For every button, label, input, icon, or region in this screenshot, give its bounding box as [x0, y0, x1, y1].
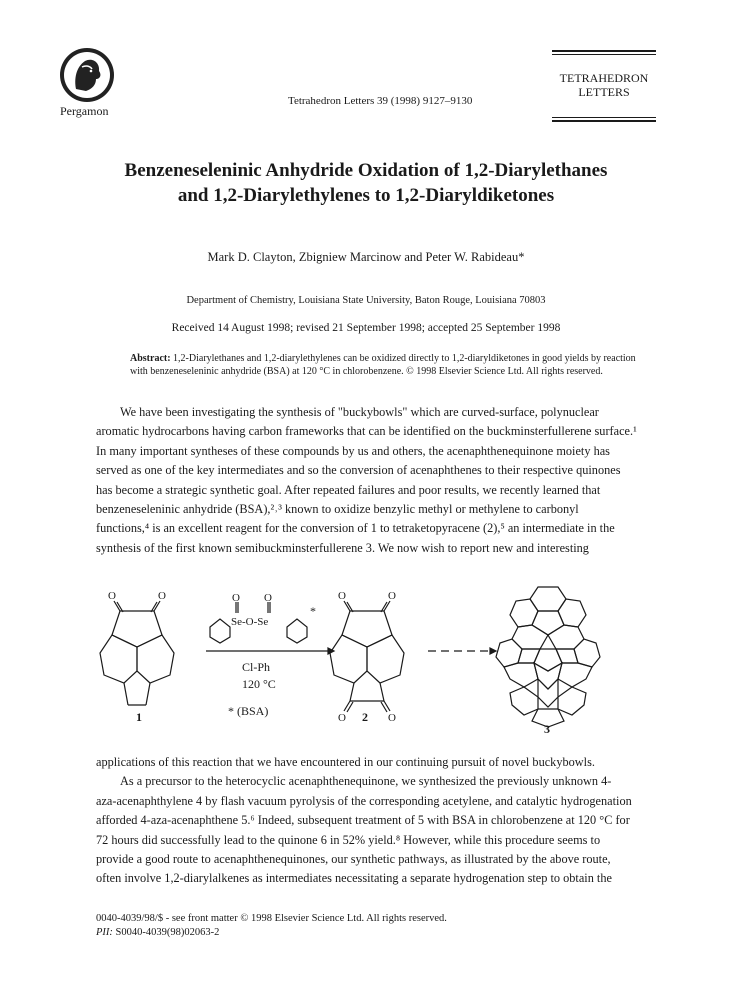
reaction-scheme [92, 575, 652, 735]
journal-masthead [552, 48, 656, 124]
text-line: aromatic hydrocarbons having carbon frameworks that can be identified on the buckminsterfullerene surface.¹ [96, 424, 637, 439]
conditions-solvent: Cl-Ph [242, 660, 271, 674]
reagent-star: * [310, 604, 316, 618]
masthead-rule [552, 117, 656, 118]
text-line: In many important syntheses of these compounds by us and others, the acenaphthenequinone moiety has [96, 443, 610, 458]
conditions-temperature: 120 °C [242, 677, 276, 691]
abstract-label: Abstract: [130, 353, 171, 364]
received-dates: Received 14 August 1998; revised 21 September 1998; accepted 25 September 1998 [171, 322, 561, 334]
compound-1-structure [100, 601, 174, 705]
oxygen-label: O [338, 590, 346, 602]
text-line: 72 hours did successfully lead to the quinone 6 in 52% yield.⁸ However, while this procedure seems to [96, 832, 601, 847]
pii-label: PII: [96, 927, 113, 938]
copyright-line: 0040-4039/98/$ - see front matter © 1998 Elsevier Science Ltd. All rights reserved. [96, 913, 447, 924]
oxygen-label: O [388, 712, 396, 724]
body-paragraph-2 [96, 753, 644, 889]
journal-name: TETRAHEDRON LETTERS [559, 71, 649, 99]
pii-value: S0040-4039(98)02063-2 [115, 927, 220, 938]
body-paragraph-1 [96, 403, 644, 558]
pii-line [96, 926, 447, 940]
oxygen-label: O [338, 712, 346, 724]
abstract-text: 1,2-Diarylethanes and 1,2-diarylethylenes can be oxidized directly to 1,2-diaryldiketones in good yields by reaction with benzeneseleninic anhydride (BSA) at 120 °C in chlorobenzene. © 1998 Elsevier Science Ltd. All rights reserved. [130, 353, 636, 377]
compound-3-label: 3 [544, 722, 550, 735]
text-line: functions,⁴ is an excellent reagent for the conversion of 1 to tetraketopyracene (2),⁵ an intermediate in the [96, 521, 615, 536]
oxygen-label: O [232, 592, 240, 604]
journal-citation: Tetrahedron Letters 39 (1998) 9127–9130 [288, 95, 473, 107]
authors: Mark D. Clayton, Zbigniew Marcinow and Peter W. Rabideau* [207, 250, 525, 264]
masthead-rule [552, 50, 656, 52]
reagent-atoms: Se-O-Se [231, 616, 269, 628]
abstract [130, 352, 640, 378]
oxygen-label: O [388, 590, 396, 602]
text-line: synthesis of the first known semibuckminsterfullerene 3. We now wish to report new and interesting [96, 540, 589, 555]
affiliation: Department of Chemistry, Louisiana State University, Baton Rouge, Louisiana 70803 [186, 295, 546, 306]
masthead-rule [552, 54, 656, 55]
compound-1-label: 1 [136, 710, 142, 724]
compound-2-label: 2 [362, 710, 368, 724]
text-line: We have been investigating the synthesis of "buckybowls" which are curved-surface, polynuclear [120, 405, 599, 419]
article-title: Benzeneseleninic Anhydride Oxidation of 1,2-Diarylethanes and 1,2-Diarylethylenes to 1,2-Diaryldiketones [124, 160, 608, 206]
compound-2-structure [330, 601, 404, 712]
footer [96, 912, 447, 940]
text-line: provide a good route to acenaphthenequinones, our synthetic pathways, as illustrated by the above route, [96, 852, 611, 867]
oxygen-label: O [158, 590, 166, 602]
text-line: afforded 4-aza-acenaphthene 5.⁶ Indeed, subsequent treatment of 5 with BSA in chlorobenzene at 120 °C for [96, 813, 630, 828]
compound-3-structure [496, 587, 600, 727]
publisher-name: Pergamon [60, 104, 109, 118]
oxygen-label: O [264, 592, 272, 604]
text-line: aza-acenaphthylene 4 by flash vacuum pyrolysis of the corresponding acetylene, and catalytic hydrogenation [96, 793, 632, 808]
text-line: applications of this reaction that we have encountered in our continuing pursuit of novel buckybowls. [96, 755, 595, 769]
text-line: often involve 1,2-diarylalkenes as intermediates necessitating a separate hydrogenation step to obtain the [96, 871, 612, 886]
reagent-note: * (BSA) [228, 704, 269, 718]
text-line: served as one of the key intermediates and so the conversion of acenaphthenes to their respective quinones [96, 463, 621, 478]
text-line: has become a strategic synthetic goal. After repeated failures and poor results, we recently learned that [96, 482, 601, 497]
text-line: As a precursor to the heterocyclic acenaphthenequinone, we synthesized the previously unknown 4- [120, 774, 612, 789]
publisher-logo [58, 45, 116, 105]
text-line: benzeneseleninic anhydride (BSA),²˒³ known to oxidize benzylic methyl or methylene to carbonyl [96, 502, 579, 517]
oxygen-label: O [108, 590, 116, 602]
masthead-rule [552, 120, 656, 122]
